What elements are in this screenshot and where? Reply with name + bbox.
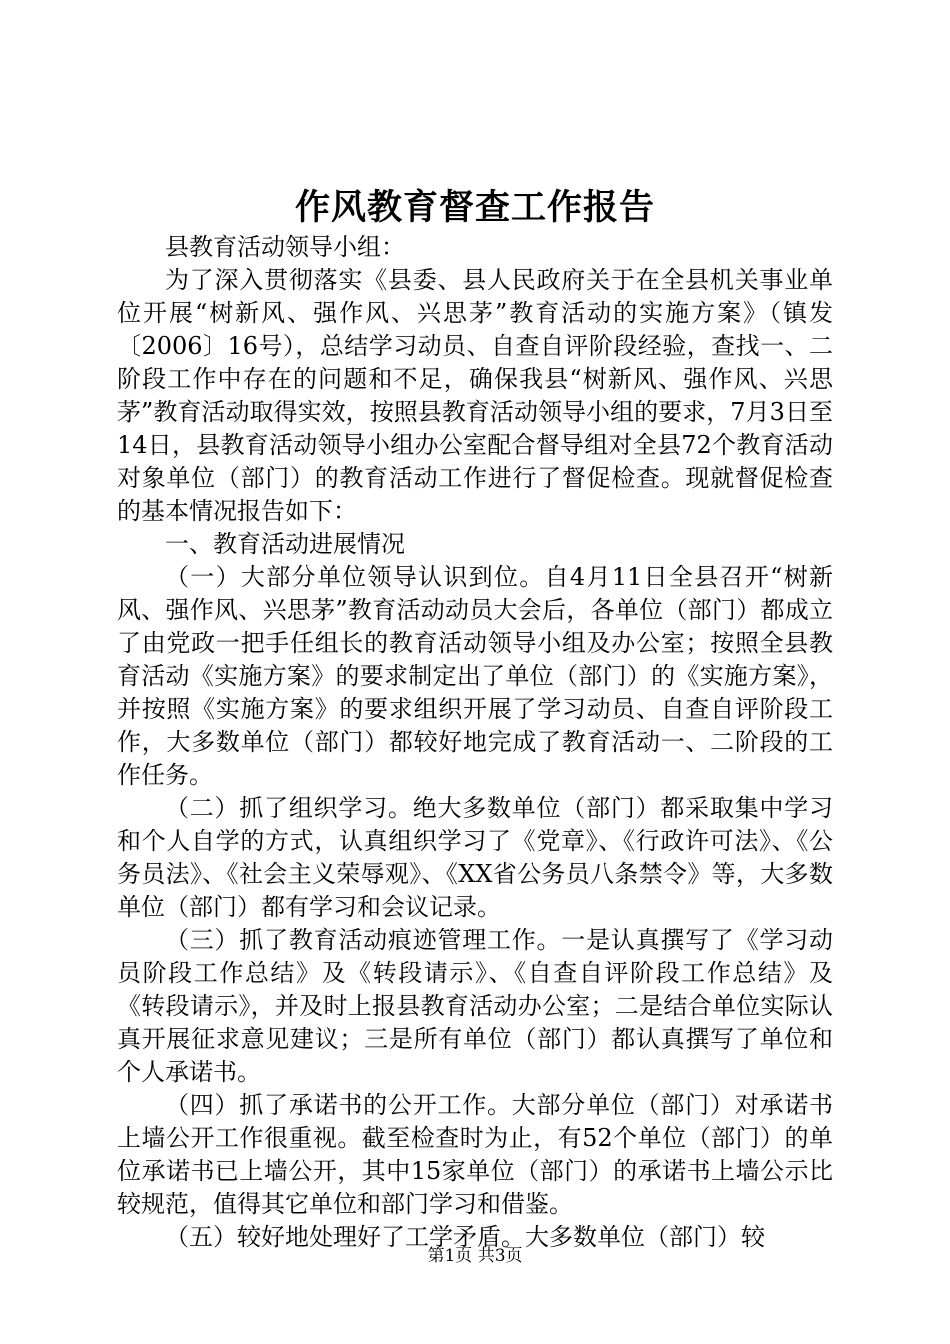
document-body (117, 231, 833, 1254)
body-paragraph: （二）抓了组织学习。绝大多数单位（部门）都采取集中学习和个人自学的方式，认真组织学习了《党章》、《行政许可法》、《公务员法》、《社会主义荣辱观》、《XX省公务员八条禁令》等，大多数单位（部门）都有学习和会议记录。 (117, 794, 833, 921)
document-title: 作风教育督查工作报告 (294, 187, 655, 228)
body-paragraph: （四）抓了承诺书的公开工作。大部分单位（部门）对承诺书上墙公开工作很重视。截至检查时为止，有52个单位（部门）的单位承诺书已上墙公开，其中15家单位（部门）的承诺书上墙公示比较规范，值得其它单位和部门学习和借鉴。 (117, 1091, 833, 1218)
page-footer: 第1页 共3页 (427, 1246, 523, 1266)
body-paragraph: （五）较好地处理好了工学矛盾。大多数单位（部门）较 (165, 1223, 765, 1251)
section-heading: 一、教育活动进展情况 (165, 530, 405, 558)
body-paragraph: （一）大部分单位领导认识到位。自4月11日全县召开“树新风、强作风、兴思茅”教育活动动员大会后，各单位（部门）都成立了由党政一把手任组长的教育活动领导小组及办公室；按照全县教育活动《实施方案》的要求制定出了单位（部门）的《实施方案》，并按照《实施方案》的要求组织开展了学习动员、自查自评阶段工作，大多数单位（部门）都较好地完成了教育活动一、二阶段的工作任务。 (117, 563, 833, 789)
salutation-paragraph: 县教育活动领导小组： (165, 233, 405, 261)
intro-paragraph: 为了深入贯彻落实《县委、县人民政府关于在全县机关事业单位开展“树新风、强作风、兴思茅”教育活动的实施方案》（镇发〔2006〕16号），总结学习动员、自查自评阶段经验，查找一、二阶段工作中存在的问题和不足，确保我县“树新风、强作风、兴思茅”教育活动取得实效，按照县教育活动领导小组的要求，7月3日至14日，县教育活动领导小组办公室配合督导组对全县72个教育活动对象单位（部门）的教育活动工作进行了督促检查。现就督促检查的基本情况报告如下： (117, 266, 833, 525)
body-paragraph: （三）抓了教育活动痕迹管理工作。一是认真撰写了《学习动员阶段工作总结》及《转段请示》、《自查自评阶段工作总结》及《转段请示》，并及时上报县教育活动办公室；二是结合单位实际认真开展征求意见建议；三是所有单位（部门）都认真撰写了单位和个人承诺书。 (117, 926, 833, 1086)
